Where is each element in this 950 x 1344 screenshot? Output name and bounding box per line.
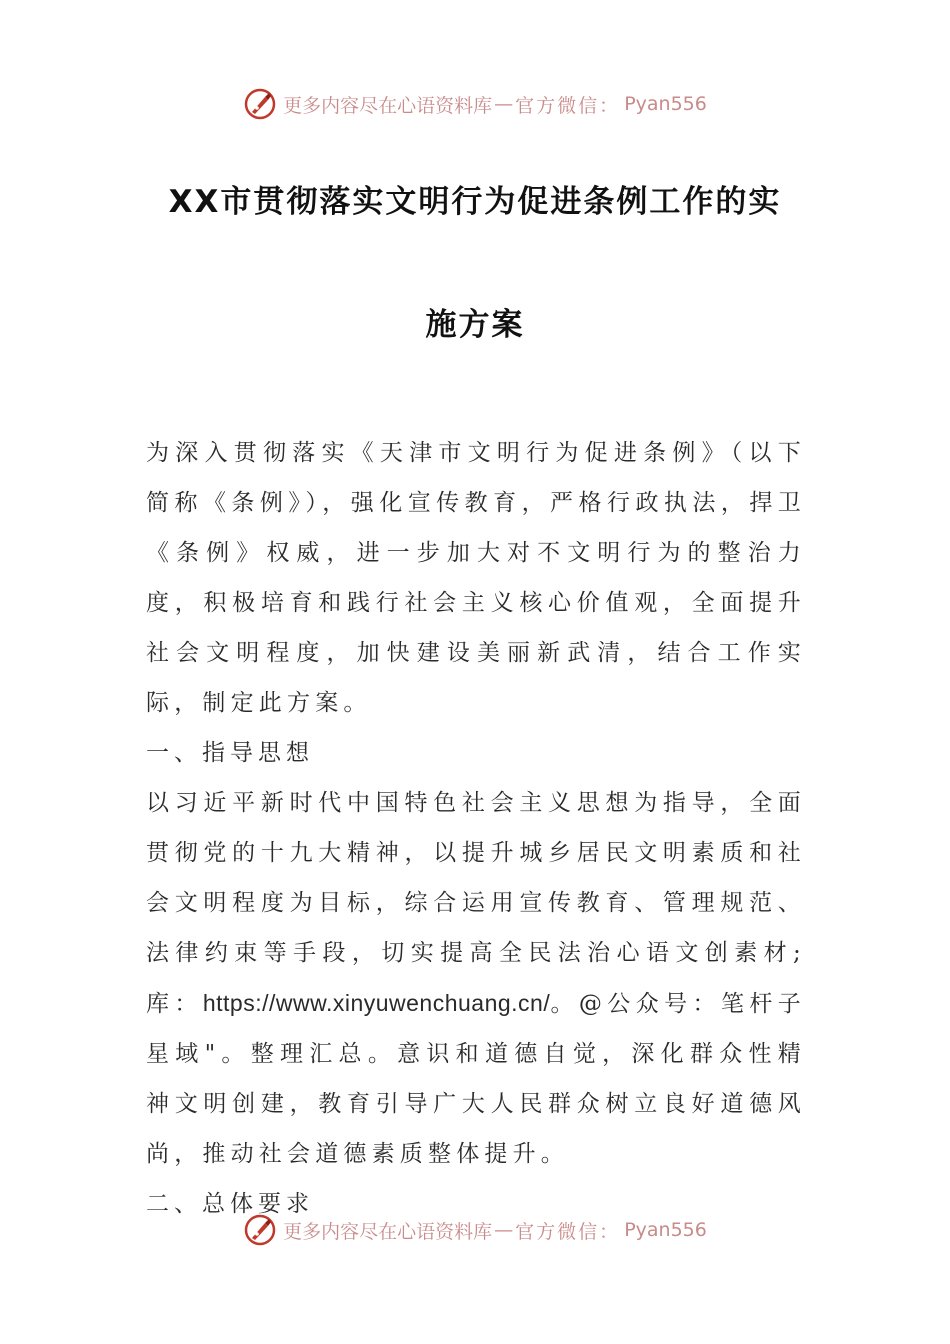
website-url: https://www.xinyuwenchuang.cn/ [202, 990, 551, 1016]
section-heading-overall-requirements: 二、总体要求 [146, 1191, 314, 1217]
paragraph-text: 以习近平新时代中国特色社会主义思想为指导，全面贯彻党的十九大精神，以提升城乡居民文明素质和社会文明程度为目标，综合运用宣传教育、管理规范、法律约束等手段，切实提高全民法治心语文创素材;库： [146, 790, 806, 1017]
guiding-ideology-paragraph [146, 778, 806, 1179]
pen-nib-logo-icon [243, 87, 277, 121]
section-heading-guiding-ideology: 一、指导思想 [146, 740, 314, 766]
document-title-line-1: XX市贯彻落实文明行为促进条例工作的实 [168, 184, 782, 220]
banner-wechat-id: Pyan556 [624, 93, 707, 115]
document-body [146, 428, 806, 1229]
banner-wechat-id: Pyan556 [624, 1219, 707, 1241]
document-title-line-2: 施方案 [425, 307, 525, 343]
header-banner [0, 84, 950, 124]
footer-banner [0, 1210, 950, 1250]
banner-text: 更多内容尽在心语资料库 [283, 94, 493, 117]
paragraph-text-continued: 。@公众号：笔杆子星域"。整理汇总。意识和道德自觉，深化群众性精神文明创建，教育引导广大人民群众树立良好道德风尚，推动社会道德素质整体提升。 [146, 991, 806, 1167]
banner-separator: — [494, 1219, 514, 1241]
intro-paragraph: 为深入贯彻落实《天津市文明行为促进条例》（以下简称《条例》），强化宣传教育，严格行政执法，捍卫《条例》权威，进一步加大对不文明行为的整治力度，积极培育和践行社会主义核心价值观，全面提升社会文明程度，加快建设美丽新武清，结合工作实际，制定此方案。 [146, 440, 806, 716]
banner-separator: — [494, 93, 514, 115]
pen-nib-logo-icon [243, 1213, 277, 1247]
banner-text: 更多内容尽在心语资料库 [283, 1220, 493, 1243]
banner-wechat-label: 官方微信： [515, 1220, 621, 1243]
banner-wechat-label: 官方微信： [515, 94, 621, 117]
